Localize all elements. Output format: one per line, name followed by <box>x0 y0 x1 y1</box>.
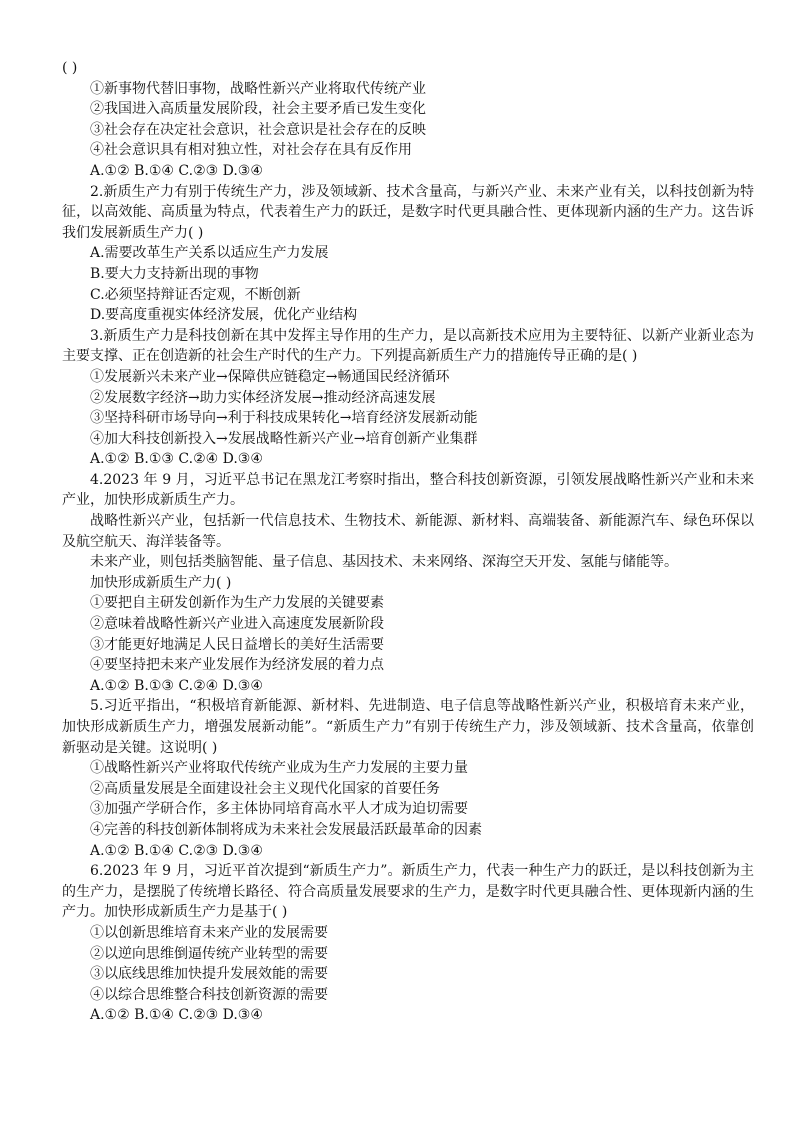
option-line: A.①② B.①③ C.②④ D.③④ <box>90 451 263 468</box>
option-line: ①战略性新兴产业将取代传统产业成为生产力发展的主要力量 <box>90 760 468 777</box>
option-line: ④以综合思维整合科技创新资源的需要 <box>90 986 328 1003</box>
option-line: A.①② B.①③ C.②④ D.③④ <box>90 677 263 694</box>
question-paragraph: 5.习近平指出，“积极培育新能源、新材料、先进制造、电子信息等战略性新兴产业，积极培育未来产业，加快形成新质生产力，增强发展新动能”。“新质生产力”有别于传统生产力，涉及领域新、技术含量高，依靠创新驱动是关键。这说明( ) <box>62 698 754 756</box>
question-paragraph: 4.2023 年 9 月，习近平总书记在黑龙江考察时指出，整合科技创新资源，引领发展战略性新兴产业和未来产业，加快形成新质生产力。 <box>62 471 754 509</box>
option-line: A.需要改革生产关系以适应生产力发展 <box>90 245 329 262</box>
option-line: ③才能更好地满足人民日益增长的美好生活需要 <box>90 636 384 653</box>
option-line: ④要坚持把未来产业发展作为经济发展的着力点 <box>90 657 384 674</box>
question-paragraph: 2.新质生产力有别于传统生产力，涉及领域新、技术含量高，与新兴产业、未来产业有关，以科技创新为特征，以高效能、高质量为特点，代表着生产力的跃迁，是数字时代更具融合性、更体现新内涵的生产力。这告诉我们发展新质生产力( ) <box>62 183 754 241</box>
option-line: ②意味着战略性新兴产业进入高速度发展新阶段 <box>90 616 384 633</box>
option-line: ④完善的科技创新体制将成为未来社会发展最活跃最革命的因素 <box>90 821 482 838</box>
option-line: ③社会存在决定社会意识，社会意识是社会存在的反映 <box>90 121 426 138</box>
option-line: C.必须坚持辩证否定观，不断创新 <box>90 286 301 303</box>
option-line: ①要把自主研发创新作为生产力发展的关键要素 <box>90 595 384 612</box>
option-line: ①以创新思维培育未来产业的发展需要 <box>90 924 328 941</box>
option-line: ④社会意识具有相对独立性，对社会存在具有反作用 <box>90 142 412 159</box>
option-line: D.要高度重视实体经济发展，优化产业结构 <box>90 307 358 324</box>
answer-bracket: ( ) <box>62 60 78 76</box>
option-line: 加快形成新质生产力( ) <box>90 574 232 591</box>
option-line: ④加大科技创新投入→发展战略性新兴产业→培育创新产业集群 <box>90 430 478 447</box>
option-line: A.①② B.①④ C.②③ D.③④ <box>90 1007 263 1024</box>
question-paragraph: 战略性新兴产业，包括新一代信息技术、生物技术、新能源、新材料、高端装备、新能源汽车、绿色环保以及航空航天、海洋装备等。 <box>62 513 754 550</box>
option-line: ②发展数字经济→助力实体经济发展→推动经济高速发展 <box>90 389 436 406</box>
option-line: ③以底线思维加快提升发展效能的需要 <box>90 966 328 983</box>
option-line: ③坚持科研市场导向→利于科技成果转化→培育经济发展新动能 <box>90 410 478 427</box>
option-line: A.①② B.①④ C.②③ D.③④ <box>90 842 263 859</box>
option-line: ③加强产学研合作，多主体协同培育高水平人才成为迫切需要 <box>90 801 468 818</box>
question-paragraph: 6.2023 年 9 月，习近平首次提到“新质生产力”。新质生产力，代表一种生产力的跃迁，是以科技创新为主的生产力，是摆脱了传统增长路径、符合高质量发展要求的生产力，是数字时代更具融合性、更体现新内涵的生产力。加快形成新质生产力是基于( ) <box>62 863 754 921</box>
question-paragraph: 未来产业，则包括类脑智能、量子信息、基因技术、未来网络、深海空天开发、氢能与储能等。 <box>90 554 678 571</box>
option-line: ①发展新兴未来产业→保障供应链稳定→畅通国民经济循环 <box>90 368 450 385</box>
option-line: ①新事物代替旧事物，战略性新兴产业将取代传统产业 <box>90 80 426 97</box>
option-line: ②高质量发展是全面建设社会主义现代化国家的首要任务 <box>90 780 440 797</box>
option-line: ②以逆向思维倒逼传统产业转型的需要 <box>90 945 328 962</box>
option-line: B.要大力支持新出现的事物 <box>90 265 259 282</box>
option-line: A.①② B.①④ C.②③ D.③④ <box>90 162 263 179</box>
question-paragraph: 3.新质生产力是科技创新在其中发挥主导作用的生产力，是以高新技术应用为主要特征、以新产业新业态为主要支撑、正在创造新的社会生产时代的生产力。下列提高新质生产力的措施传导正确的是( ) <box>62 327 754 365</box>
option-line: ②我国进入高质量发展阶段，社会主要矛盾已发生变化 <box>90 101 426 118</box>
